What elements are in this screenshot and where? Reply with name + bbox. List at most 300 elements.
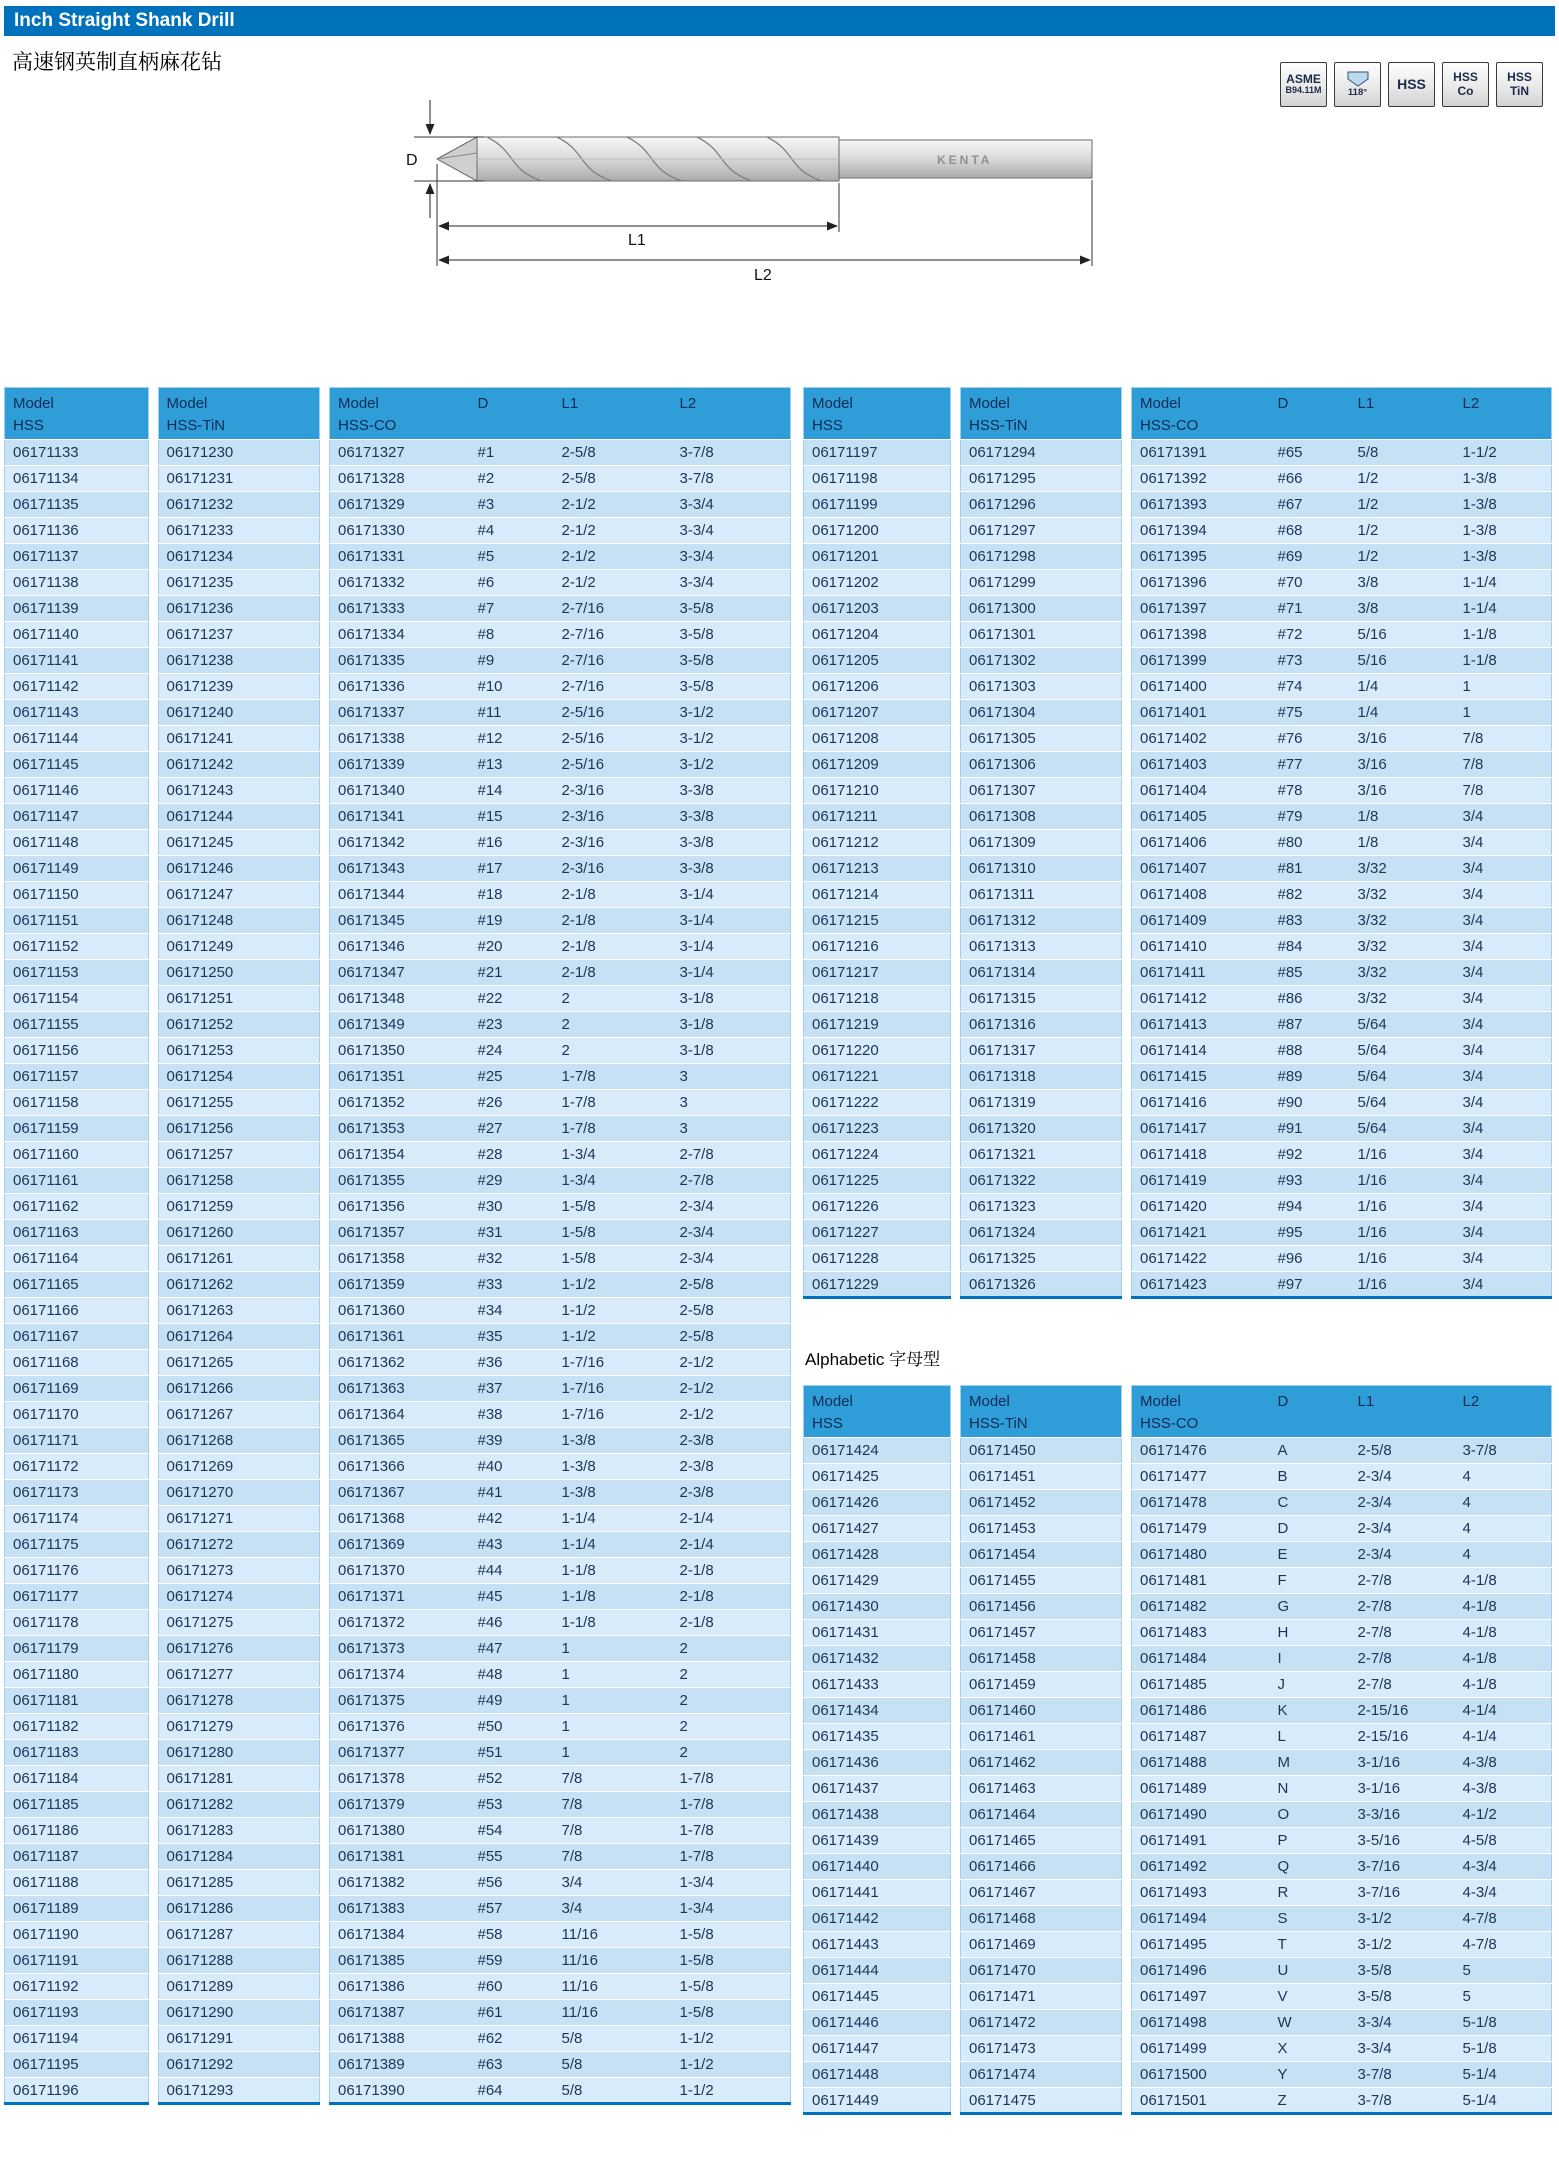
- cell: 06171430: [804, 1594, 951, 1620]
- table-row: [330, 1168, 791, 1194]
- cell: 06171421: [1132, 1220, 1270, 1246]
- table-row: [158, 986, 319, 1012]
- cell: 1/4: [1350, 700, 1455, 726]
- cell: 06171300: [961, 596, 1122, 622]
- table-row: [5, 1636, 149, 1662]
- cell: 06171425: [804, 1464, 951, 1490]
- table-row: [961, 1142, 1122, 1168]
- cell: 06171237: [158, 622, 319, 648]
- cell: G: [1270, 1594, 1350, 1620]
- cell: 2-3/8: [672, 1454, 791, 1480]
- cell: 3/16: [1350, 726, 1455, 752]
- cell: 06171392: [1132, 466, 1270, 492]
- cell: J: [1270, 1672, 1350, 1698]
- table-row: [330, 1454, 791, 1480]
- hss-tin-label-1: HSS: [1507, 70, 1532, 85]
- hss-co-badge: [1442, 62, 1489, 107]
- cell: #61: [470, 2000, 554, 2026]
- cell: #95: [1270, 1220, 1350, 1246]
- table-row: [330, 2052, 791, 2078]
- cell: 1-1/8: [1455, 622, 1552, 648]
- cell: 06171159: [5, 1116, 149, 1142]
- cell: 06171374: [330, 1662, 470, 1688]
- table-row: [330, 596, 791, 622]
- cell: 06171397: [1132, 596, 1270, 622]
- table-row: [5, 1194, 149, 1220]
- cell: 1-5/8: [672, 1974, 791, 2000]
- cell: 1/2: [1350, 466, 1455, 492]
- cell: 06171220: [804, 1038, 951, 1064]
- cell: 06171407: [1132, 856, 1270, 882]
- column-header-hss-tin: Model HSS-TiN: [961, 1386, 1122, 1438]
- cell: 06171222: [804, 1090, 951, 1116]
- table-row: [158, 1532, 319, 1558]
- cell: Y: [1270, 2062, 1350, 2088]
- cell: 06171323: [961, 1194, 1122, 1220]
- cell: 3/4: [1455, 934, 1552, 960]
- table-row: [158, 1558, 319, 1584]
- cell: 06171443: [804, 1932, 951, 1958]
- cell: 06171459: [961, 1672, 1122, 1698]
- cell: 06171462: [961, 1750, 1122, 1776]
- table-row: [158, 1766, 319, 1792]
- table-group-wire-65-97: [803, 387, 1552, 1299]
- cell: 7/8: [1455, 726, 1552, 752]
- cell: 06171308: [961, 804, 1122, 830]
- cell: 06171148: [5, 830, 149, 856]
- table-row: [804, 1828, 951, 1854]
- cell: 1/4: [1350, 674, 1455, 700]
- column-header-d: D: [1270, 388, 1350, 440]
- cell: #14: [470, 778, 554, 804]
- cell: 1-3/8: [1455, 544, 1552, 570]
- table-row: [804, 1090, 951, 1116]
- cell: 5: [1455, 1984, 1552, 2010]
- table-row: [804, 2088, 951, 2114]
- cell: 4-1/8: [1455, 1594, 1552, 1620]
- hss-co-label-2: Co: [1457, 83, 1474, 98]
- cell: 06171309: [961, 830, 1122, 856]
- cell: 06171283: [158, 1818, 319, 1844]
- table-row: [1132, 596, 1552, 622]
- table-row: [804, 544, 951, 570]
- table-row: [1132, 934, 1552, 960]
- cell: 06171261: [158, 1246, 319, 1272]
- table-row: [1132, 830, 1552, 856]
- cell: 3-1/4: [672, 882, 791, 908]
- table-row: [961, 1438, 1122, 1464]
- cell: #45: [470, 1584, 554, 1610]
- cell: 06171398: [1132, 622, 1270, 648]
- table-row: [804, 1168, 951, 1194]
- cell: 2-5/8: [1350, 1438, 1455, 1464]
- column-header-l1: L1: [1350, 1386, 1455, 1438]
- cell: 06171386: [330, 1974, 470, 2000]
- cell: 06171387: [330, 2000, 470, 2026]
- cell: 7/8: [554, 1792, 672, 1818]
- cell: 4: [1455, 1542, 1552, 1568]
- cell: 5/64: [1350, 1116, 1455, 1142]
- cell: 06171474: [961, 2062, 1122, 2088]
- cell: 06171152: [5, 934, 149, 960]
- table-row: [158, 2078, 319, 2104]
- table-row: [961, 1272, 1122, 1298]
- cell: 06171135: [5, 492, 149, 518]
- table-row: [804, 1568, 951, 1594]
- cell: 2: [554, 1012, 672, 1038]
- cell: #59: [470, 1948, 554, 1974]
- table-row: [961, 1490, 1122, 1516]
- cell: H: [1270, 1620, 1350, 1646]
- table-row: [1132, 1620, 1552, 1646]
- table-row: [330, 1194, 791, 1220]
- cell: 06171347: [330, 960, 470, 986]
- cell: #1: [470, 440, 554, 466]
- cell: 06171186: [5, 1818, 149, 1844]
- cell: 06171227: [804, 1220, 951, 1246]
- cell: #10: [470, 674, 554, 700]
- cell: 3-3/4: [1350, 2036, 1455, 2062]
- table-row: [330, 882, 791, 908]
- table-row: [1132, 1750, 1552, 1776]
- cell: 06171467: [961, 1880, 1122, 1906]
- cell: 5/64: [1350, 1038, 1455, 1064]
- cell: A: [1270, 1438, 1350, 1464]
- table-row: [158, 856, 319, 882]
- cell: 3-5/16: [1350, 1828, 1455, 1854]
- cell: X: [1270, 2036, 1350, 2062]
- cell: #67: [1270, 492, 1350, 518]
- cell: 1-7/8: [672, 1844, 791, 1870]
- table-row: [330, 1376, 791, 1402]
- cell: #6: [470, 570, 554, 596]
- table-row: [330, 1350, 791, 1376]
- cell: #18: [470, 882, 554, 908]
- cell: 06171318: [961, 1064, 1122, 1090]
- cell: 06171457: [961, 1620, 1122, 1646]
- cell: #22: [470, 986, 554, 1012]
- table-row: [158, 830, 319, 856]
- cell: 4-7/8: [1455, 1906, 1552, 1932]
- cell: 06171375: [330, 1688, 470, 1714]
- table-row: [5, 466, 149, 492]
- drill-dimension-diagram: [392, 84, 1182, 284]
- cell: 3-7/8: [672, 440, 791, 466]
- table-row: [1132, 804, 1552, 830]
- hss-tin-model-table-right: [960, 387, 1122, 1299]
- cell: 06171491: [1132, 1828, 1270, 1854]
- table-row: [961, 1750, 1122, 1776]
- cell: 3/32: [1350, 934, 1455, 960]
- cell: 06171335: [330, 648, 470, 674]
- cell: 06171147: [5, 804, 149, 830]
- cell: 06171351: [330, 1064, 470, 1090]
- cell: 1-3/4: [554, 1168, 672, 1194]
- cell: 06171438: [804, 1802, 951, 1828]
- table-row: [5, 804, 149, 830]
- cell: 2-5/8: [554, 466, 672, 492]
- cell: #17: [470, 856, 554, 882]
- table-group-wire-1-64: [4, 387, 791, 2115]
- table-row: [1132, 778, 1552, 804]
- cell: 06171328: [330, 466, 470, 492]
- cell: #49: [470, 1688, 554, 1714]
- table-row: [330, 700, 791, 726]
- cell: 06171389: [330, 2052, 470, 2078]
- table-row: [961, 1932, 1122, 1958]
- table-row: [804, 1012, 951, 1038]
- table-row: [5, 934, 149, 960]
- cell: 1-3/4: [672, 1896, 791, 1922]
- table-row: [330, 1428, 791, 1454]
- cell: 3/4: [1455, 1246, 1552, 1272]
- cell: 1-1/8: [554, 1558, 672, 1584]
- cell: 06171225: [804, 1168, 951, 1194]
- table-row: [158, 570, 319, 596]
- cell: 3/4: [1455, 1090, 1552, 1116]
- cell: 2-7/16: [554, 596, 672, 622]
- table-row: [330, 726, 791, 752]
- cell: 06171499: [1132, 2036, 1270, 2062]
- table-row: [5, 908, 149, 934]
- cell: 06171412: [1132, 986, 1270, 1012]
- cell: 3/32: [1350, 856, 1455, 882]
- cell: 1/2: [1350, 544, 1455, 570]
- cell: 1-1/4: [554, 1506, 672, 1532]
- cell: #82: [1270, 882, 1350, 908]
- cell: 06171338: [330, 726, 470, 752]
- cell: 3-1/4: [672, 908, 791, 934]
- cell: 1-1/8: [554, 1584, 672, 1610]
- hss-co-spec-table-left: [329, 387, 791, 2105]
- cell: 2-1/2: [672, 1402, 791, 1428]
- cell: #30: [470, 1194, 554, 1220]
- cell: 3-3/4: [1350, 2010, 1455, 2036]
- cell: 06171171: [5, 1428, 149, 1454]
- column-header-l1: L1: [554, 388, 672, 440]
- cell: 3-1/4: [672, 960, 791, 986]
- cell: #8: [470, 622, 554, 648]
- table-row: [330, 1792, 791, 1818]
- table-row: [330, 1584, 791, 1610]
- cell: 06171356: [330, 1194, 470, 1220]
- table-row: [330, 518, 791, 544]
- table-row: [158, 1142, 319, 1168]
- cell: 06171424: [804, 1438, 951, 1464]
- cell: 3-5/8: [672, 622, 791, 648]
- cell: 06171465: [961, 1828, 1122, 1854]
- cell: 06171393: [1132, 492, 1270, 518]
- cell: 3-1/2: [1350, 1932, 1455, 1958]
- table-row: [1132, 1880, 1552, 1906]
- cell: #5: [470, 544, 554, 570]
- table-row: [961, 1542, 1122, 1568]
- table-row: [804, 648, 951, 674]
- cell: 06171399: [1132, 648, 1270, 674]
- cell: #77: [1270, 752, 1350, 778]
- table-row: [804, 492, 951, 518]
- cell: 2: [554, 1038, 672, 1064]
- cell: 7/8: [554, 1818, 672, 1844]
- cell: 06171229: [804, 1272, 951, 1298]
- cell: 06171333: [330, 596, 470, 622]
- cell: 06171370: [330, 1558, 470, 1584]
- cell: 1/16: [1350, 1194, 1455, 1220]
- cell: 4-3/4: [1455, 1854, 1552, 1880]
- cell: 06171187: [5, 1844, 149, 1870]
- table-row: [1132, 1542, 1552, 1568]
- cell: 06171362: [330, 1350, 470, 1376]
- cell: 06171490: [1132, 1802, 1270, 1828]
- table-row: [5, 1532, 149, 1558]
- table-row: [5, 752, 149, 778]
- table-row: [5, 882, 149, 908]
- cell: 2-1/8: [672, 1584, 791, 1610]
- cell: W: [1270, 2010, 1350, 2036]
- cell: 06171497: [1132, 1984, 1270, 2010]
- table-row: [804, 1542, 951, 1568]
- cell: 06171243: [158, 778, 319, 804]
- table-row: [804, 882, 951, 908]
- table-row: [5, 1584, 149, 1610]
- cell: 06171390: [330, 2078, 470, 2104]
- cell: 06171316: [961, 1012, 1122, 1038]
- table-row: [1132, 908, 1552, 934]
- table-row: [5, 1948, 149, 1974]
- cell: K: [1270, 1698, 1350, 1724]
- cell: 3/4: [1455, 1012, 1552, 1038]
- table-row: [5, 1792, 149, 1818]
- cell: 06171302: [961, 648, 1122, 674]
- cell: 2-5/8: [554, 440, 672, 466]
- cell: 06171208: [804, 726, 951, 752]
- cell: #13: [470, 752, 554, 778]
- table-row: [1132, 1012, 1552, 1038]
- table-row: [1132, 1220, 1552, 1246]
- cell: 1-3/8: [554, 1428, 672, 1454]
- cell: 3-3/4: [672, 544, 791, 570]
- cell: 06171201: [804, 544, 951, 570]
- table-row: [158, 596, 319, 622]
- column-header-l1: L1: [1350, 388, 1455, 440]
- cell: 06171315: [961, 986, 1122, 1012]
- hss-tin-badge: [1496, 62, 1543, 107]
- table-row: [1132, 1464, 1552, 1490]
- table-row: [330, 1012, 791, 1038]
- cell: #70: [1270, 570, 1350, 596]
- cell: 06171419: [1132, 1168, 1270, 1194]
- cell: #58: [470, 1922, 554, 1948]
- cell: 1-5/8: [554, 1246, 672, 1272]
- table-row: [961, 1090, 1122, 1116]
- cell: 3-7/16: [1350, 1854, 1455, 1880]
- table-row: [961, 1802, 1122, 1828]
- cell: 1/16: [1350, 1168, 1455, 1194]
- cell: 06171193: [5, 2000, 149, 2026]
- cell: #23: [470, 1012, 554, 1038]
- cell: 06171277: [158, 1662, 319, 1688]
- cell: 06171358: [330, 1246, 470, 1272]
- table-row: [961, 1246, 1122, 1272]
- table-row: [158, 1896, 319, 1922]
- cell: 06171391: [1132, 440, 1270, 466]
- dim-l2-label: L2: [754, 267, 772, 284]
- table-row: [1132, 1516, 1552, 1542]
- cell: 06171241: [158, 726, 319, 752]
- cell: 06171428: [804, 1542, 951, 1568]
- cell: 1-3/8: [1455, 518, 1552, 544]
- cell: 06171388: [330, 2026, 470, 2052]
- cell: 06171367: [330, 1480, 470, 1506]
- table-row: [804, 804, 951, 830]
- table-row: [158, 1636, 319, 1662]
- cell: 06171331: [330, 544, 470, 570]
- cell: 06171275: [158, 1610, 319, 1636]
- table-row: [158, 466, 319, 492]
- cell: 06171234: [158, 544, 319, 570]
- table-row: [158, 908, 319, 934]
- cell: #37: [470, 1376, 554, 1402]
- table-row: [1132, 674, 1552, 700]
- table-row: [1132, 1854, 1552, 1880]
- cell: 06171378: [330, 1766, 470, 1792]
- cell: 1/16: [1350, 1272, 1455, 1298]
- table-row: [330, 1688, 791, 1714]
- cell: 3-5/8: [672, 648, 791, 674]
- cell: 3-1/4: [672, 934, 791, 960]
- column-header-hss: Model HSS: [804, 388, 951, 440]
- cell: 06171289: [158, 1974, 319, 2000]
- cell: 06171456: [961, 1594, 1122, 1620]
- cell: 06171248: [158, 908, 319, 934]
- table-row: [5, 1558, 149, 1584]
- cell: 3/4: [1455, 986, 1552, 1012]
- table-row: [5, 856, 149, 882]
- cell: 06171167: [5, 1324, 149, 1350]
- cell: E: [1270, 1542, 1350, 1568]
- table-row: [158, 1948, 319, 1974]
- table-row: [330, 934, 791, 960]
- table-row: [330, 1142, 791, 1168]
- cell: #43: [470, 1532, 554, 1558]
- table-row: [330, 1818, 791, 1844]
- page-subtitle: 高速钢英制直柄麻花钻: [12, 51, 222, 74]
- table-row: [158, 778, 319, 804]
- cell: 1-3/4: [672, 1870, 791, 1896]
- cell: 06171403: [1132, 752, 1270, 778]
- cell: 06171324: [961, 1220, 1122, 1246]
- table-row: [5, 960, 149, 986]
- hss-co-spec-table-right: [1131, 387, 1552, 1299]
- cell: 06171341: [330, 804, 470, 830]
- cell: 06171232: [158, 492, 319, 518]
- table-row: [1132, 518, 1552, 544]
- cell: 2: [554, 986, 672, 1012]
- table-row: [1132, 1064, 1552, 1090]
- cell: 06171238: [158, 648, 319, 674]
- cell: 06171384: [330, 1922, 470, 1948]
- cell: 06171211: [804, 804, 951, 830]
- cell: 06171290: [158, 2000, 319, 2026]
- cell: 06171478: [1132, 1490, 1270, 1516]
- table-row: [158, 674, 319, 700]
- cell: 1-7/8: [672, 1766, 791, 1792]
- cell: #65: [1270, 440, 1350, 466]
- table-row: [961, 466, 1122, 492]
- cell: 1/2: [1350, 492, 1455, 518]
- cell: 3-7/8: [1350, 2062, 1455, 2088]
- cell: 06171162: [5, 1194, 149, 1220]
